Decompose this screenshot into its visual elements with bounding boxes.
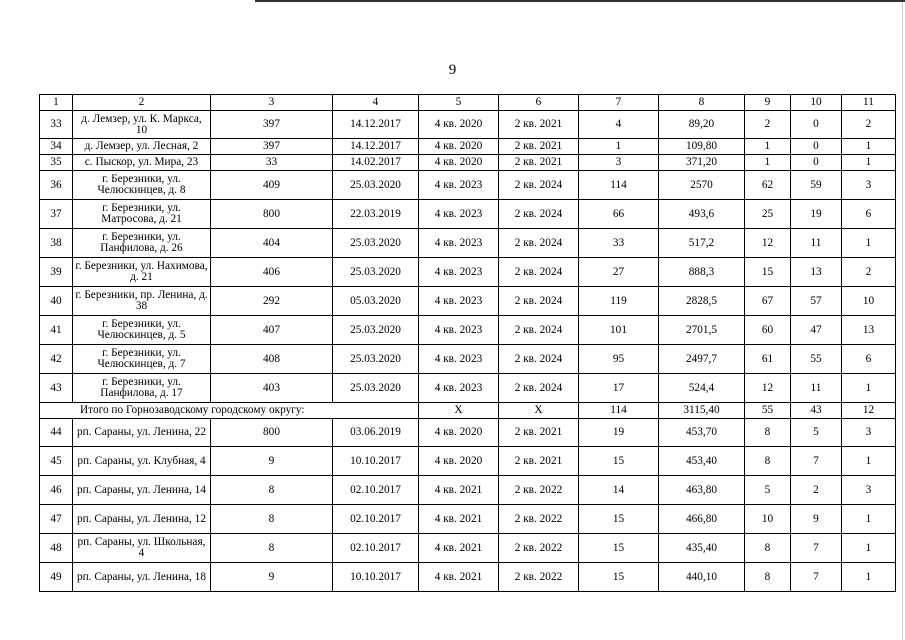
table-cell: рп. Сараны, ул. Ленина, 18 — [73, 563, 211, 592]
table-cell: 25.03.2020 — [333, 374, 419, 403]
table-cell: 55 — [791, 345, 842, 374]
table-cell: 6 — [499, 95, 579, 111]
table-cell: 4 кв. 2023 — [419, 345, 499, 374]
table-cell: 11 — [791, 229, 842, 258]
table-cell: 4 кв. 2021 — [419, 563, 499, 592]
table-cell: 95 — [579, 345, 659, 374]
table-cell: 48 — [40, 534, 73, 563]
table-cell: 36 — [40, 171, 73, 200]
table-cell: 4 кв. 2020 — [419, 139, 499, 155]
table-cell: 15 — [579, 534, 659, 563]
table-cell: 15 — [579, 447, 659, 476]
table-cell: 38 — [40, 229, 73, 258]
table-row — [40, 505, 896, 534]
table-cell: 2 кв. 2022 — [499, 534, 579, 563]
table-cell: 2 кв. 2024 — [499, 287, 579, 316]
table-cell: 25 — [745, 200, 791, 229]
table-cell: 13 — [842, 316, 896, 345]
table-cell: 1 — [842, 447, 896, 476]
table-cell: г. Березники, ул. Челюскинцев, д. 7 — [73, 345, 211, 374]
table-cell: 371,20 — [659, 155, 745, 171]
table-cell: 4 кв. 2023 — [419, 287, 499, 316]
table-cell: 2 — [745, 111, 791, 139]
housing-table — [39, 94, 896, 592]
table-cell: 9 — [745, 95, 791, 111]
table-cell: 2 — [842, 111, 896, 139]
table-cell: 12 — [842, 403, 896, 419]
table-cell: 5 — [791, 419, 842, 447]
table-cell: 8 — [211, 534, 333, 563]
table-cell: 407 — [211, 316, 333, 345]
table-cell: 14.02.2017 — [333, 155, 419, 171]
table-cell: 2 кв. 2022 — [499, 476, 579, 505]
right-edge — [902, 2, 903, 640]
table-cell: 1 — [842, 229, 896, 258]
table-cell: 2 кв. 2024 — [499, 229, 579, 258]
table-cell: рп. Сараны, ул. Школьная, 4 — [73, 534, 211, 563]
table-cell: 453,40 — [659, 447, 745, 476]
table-cell: 49 — [40, 563, 73, 592]
table-row — [40, 258, 896, 287]
table-cell: 9 — [211, 447, 333, 476]
table-cell: 39 — [40, 258, 73, 287]
table-cell: 57 — [791, 287, 842, 316]
table-row — [40, 476, 896, 505]
table-cell: 33 — [579, 229, 659, 258]
table-cell: г. Березники, пр. Ленина, д. 38 — [73, 287, 211, 316]
table-cell: 4 кв. 2023 — [419, 171, 499, 200]
table-cell: 59 — [791, 171, 842, 200]
table-cell: 1 — [842, 534, 896, 563]
header-row — [40, 95, 896, 111]
table-cell: 463,80 — [659, 476, 745, 505]
table-cell: 60 — [745, 316, 791, 345]
table-cell: 4 кв. 2020 — [419, 155, 499, 171]
table-cell: 8 — [211, 505, 333, 534]
table-cell: X — [419, 403, 499, 419]
total-row — [40, 403, 896, 419]
table-cell: 800 — [211, 419, 333, 447]
table-cell: 44 — [40, 419, 73, 447]
table-cell: 10.10.2017 — [333, 563, 419, 592]
table-cell: рп. Сараны, ул. Клубная, 4 — [73, 447, 211, 476]
table-cell: 43 — [791, 403, 842, 419]
table-cell: 10 — [842, 287, 896, 316]
table-row — [40, 229, 896, 258]
table-cell: 40 — [40, 287, 73, 316]
table-cell: 1 — [842, 139, 896, 155]
table-cell: 25.03.2020 — [333, 229, 419, 258]
table-cell: 35 — [40, 155, 73, 171]
table-cell: 800 — [211, 200, 333, 229]
table-cell: 4 кв. 2020 — [419, 447, 499, 476]
table-cell: г. Березники, ул. Челюскинцев, д. 8 — [73, 171, 211, 200]
table-cell: 1 — [842, 155, 896, 171]
table-cell: 4 кв. 2023 — [419, 258, 499, 287]
table-cell: 888,3 — [659, 258, 745, 287]
table-cell: 4 кв. 2021 — [419, 534, 499, 563]
table-cell: 05.03.2020 — [333, 287, 419, 316]
table-cell: 55 — [745, 403, 791, 419]
table-cell: 14.12.2017 — [333, 111, 419, 139]
table-cell: г. Березники, ул. Матросова, д. 21 — [73, 200, 211, 229]
table-cell: 6 — [842, 345, 896, 374]
table-cell: 2 кв. 2024 — [499, 345, 579, 374]
table-cell: 2 кв. 2022 — [499, 505, 579, 534]
table-cell: 2 — [73, 95, 211, 111]
table-cell: 02.10.2017 — [333, 476, 419, 505]
table-cell: 89,20 — [659, 111, 745, 139]
table-cell: 2 кв. 2021 — [499, 419, 579, 447]
table-cell: 1 — [579, 139, 659, 155]
table-cell: 47 — [40, 505, 73, 534]
top-rule — [255, 0, 905, 2]
table-cell: 7 — [579, 95, 659, 111]
table-cell: 43 — [40, 374, 73, 403]
table-row — [40, 316, 896, 345]
table-cell: 0 — [791, 155, 842, 171]
table-cell: 34 — [40, 139, 73, 155]
table-row — [40, 374, 896, 403]
table-cell: 406 — [211, 258, 333, 287]
table-cell: 4 — [579, 111, 659, 139]
table-cell: 466,80 — [659, 505, 745, 534]
table-cell: 42 — [40, 345, 73, 374]
table-cell: 4 кв. 2021 — [419, 476, 499, 505]
table-cell: 15 — [579, 563, 659, 592]
table-cell: 46 — [40, 476, 73, 505]
table-cell: 62 — [745, 171, 791, 200]
table-cell: 408 — [211, 345, 333, 374]
table-cell: 33 — [211, 155, 333, 171]
table-cell: д. Лемзер, ул. К. Маркса, 10 — [73, 111, 211, 139]
table-cell: 2497,7 — [659, 345, 745, 374]
table-cell: 2701,5 — [659, 316, 745, 345]
table-cell: рп. Сараны, ул. Ленина, 12 — [73, 505, 211, 534]
table-cell: 4 кв. 2023 — [419, 316, 499, 345]
table-cell: 7 — [791, 563, 842, 592]
table-cell: 292 — [211, 287, 333, 316]
table-cell: 114 — [579, 403, 659, 419]
table-cell: 12 — [745, 229, 791, 258]
table-cell: 2 кв. 2024 — [499, 171, 579, 200]
table-cell: 0 — [791, 139, 842, 155]
table-cell: 2 кв. 2021 — [499, 155, 579, 171]
table-cell: 4 кв. 2023 — [419, 229, 499, 258]
table-row — [40, 287, 896, 316]
table-cell: 19 — [791, 200, 842, 229]
table-cell: 19 — [579, 419, 659, 447]
table-cell: 10 — [745, 505, 791, 534]
table-cell: 2 кв. 2024 — [499, 316, 579, 345]
table-cell: 0 — [791, 111, 842, 139]
table-cell: г. Березники, ул. Панфилова, д. 26 — [73, 229, 211, 258]
table-cell: 409 — [211, 171, 333, 200]
table-cell: 02.10.2017 — [333, 505, 419, 534]
table-cell: 02.10.2017 — [333, 534, 419, 563]
table-cell: 4 кв. 2023 — [419, 374, 499, 403]
table-cell: 11 — [842, 95, 896, 111]
table-cell: 8 — [745, 447, 791, 476]
table-cell: 493,6 — [659, 200, 745, 229]
table-cell: 4 кв. 2020 — [419, 419, 499, 447]
table-cell: 8 — [659, 95, 745, 111]
table-cell: 1 — [745, 155, 791, 171]
table-cell: 25.03.2020 — [333, 345, 419, 374]
table-cell: 5 — [419, 95, 499, 111]
table-cell: 4 кв. 2020 — [419, 111, 499, 139]
table-row — [40, 111, 896, 139]
table-cell: 61 — [745, 345, 791, 374]
table-cell: 22.03.2019 — [333, 200, 419, 229]
table-row — [40, 419, 896, 447]
table-row — [40, 200, 896, 229]
table-cell: 14.12.2017 — [333, 139, 419, 155]
table-cell: д. Лемзер, ул. Лесная, 2 — [73, 139, 211, 155]
table-cell: 2 кв. 2024 — [499, 374, 579, 403]
table-cell: 8 — [745, 563, 791, 592]
table-cell: 33 — [40, 111, 73, 139]
table-cell: 10.10.2017 — [333, 447, 419, 476]
page-number: 9 — [448, 62, 457, 78]
table-row — [40, 155, 896, 171]
table-cell: 2 кв. 2021 — [499, 111, 579, 139]
table-cell: 8 — [745, 419, 791, 447]
table-cell: 2570 — [659, 171, 745, 200]
table-cell: 1 — [745, 139, 791, 155]
table-cell: 41 — [40, 316, 73, 345]
table-cell: рп. Сараны, ул. Ленина, 14 — [73, 476, 211, 505]
table-row — [40, 447, 896, 476]
table-cell: 12 — [745, 374, 791, 403]
table-cell: 3 — [842, 476, 896, 505]
table-cell: 2 кв. 2021 — [499, 139, 579, 155]
table-cell: 25.03.2020 — [333, 258, 419, 287]
table-cell: 47 — [791, 316, 842, 345]
table-cell: 453,70 — [659, 419, 745, 447]
table-cell: 10 — [791, 95, 842, 111]
table-cell: г. Березники, ул. Панфилова, д. 17 — [73, 374, 211, 403]
table-cell: 27 — [579, 258, 659, 287]
table-cell: 3 — [211, 95, 333, 111]
table-cell: 3 — [579, 155, 659, 171]
table-cell: 524,4 — [659, 374, 745, 403]
table-cell: 03.06.2019 — [333, 419, 419, 447]
table-cell: 4 — [333, 95, 419, 111]
table-row — [40, 534, 896, 563]
table-cell: 1 — [842, 374, 896, 403]
table-cell: рп. Сараны, ул. Ленина, 22 — [73, 419, 211, 447]
table-cell: 3 — [842, 171, 896, 200]
table-cell: 3 — [842, 419, 896, 447]
table-row — [40, 345, 896, 374]
table-cell: 66 — [579, 200, 659, 229]
table-cell: 37 — [40, 200, 73, 229]
table-cell: 7 — [791, 447, 842, 476]
table-cell: 25.03.2020 — [333, 171, 419, 200]
table-cell: 119 — [579, 287, 659, 316]
table-cell: 1 — [842, 563, 896, 592]
table-cell: 15 — [745, 258, 791, 287]
table-cell: 440,10 — [659, 563, 745, 592]
table-cell: 114 — [579, 171, 659, 200]
table-cell: 1 — [842, 505, 896, 534]
table-cell: 3115,40 — [659, 403, 745, 419]
table-cell: 397 — [211, 139, 333, 155]
table-cell: 8 — [745, 534, 791, 563]
table-cell: 5 — [745, 476, 791, 505]
table-cell: 14 — [579, 476, 659, 505]
table-cell: 9 — [791, 505, 842, 534]
table-cell: 8 — [211, 476, 333, 505]
table-cell: 11 — [791, 374, 842, 403]
table-cell: 109,80 — [659, 139, 745, 155]
table-cell: 45 — [40, 447, 73, 476]
table-cell: 2828,5 — [659, 287, 745, 316]
table-cell: 403 — [211, 374, 333, 403]
table-cell: 101 — [579, 316, 659, 345]
table-cell: 517,2 — [659, 229, 745, 258]
table-cell: с. Пыскор, ул. Мира, 23 — [73, 155, 211, 171]
table-cell: 2 кв. 2022 — [499, 563, 579, 592]
table-cell: 397 — [211, 111, 333, 139]
table-row — [40, 563, 896, 592]
table-cell: 2 кв. 2024 — [499, 200, 579, 229]
table-cell: 1 — [40, 95, 73, 111]
table-cell: 2 кв. 2024 — [499, 258, 579, 287]
table-cell: 4 кв. 2023 — [419, 200, 499, 229]
table-row — [40, 139, 896, 155]
table-cell: 2 кв. 2021 — [499, 447, 579, 476]
table-cell: 6 — [842, 200, 896, 229]
table-cell: 25.03.2020 — [333, 316, 419, 345]
table-cell: 2 — [791, 476, 842, 505]
table-cell: г. Березники, ул. Нахимова, д. 21 — [73, 258, 211, 287]
table-cell: Итого по Горнозаводскому городскому округу: — [40, 403, 419, 419]
table-cell: 4 кв. 2021 — [419, 505, 499, 534]
table-cell: 9 — [211, 563, 333, 592]
table-cell: 435,40 — [659, 534, 745, 563]
table-cell: г. Березники, ул. Челюскинцев, д. 5 — [73, 316, 211, 345]
table-cell: 15 — [579, 505, 659, 534]
table-cell: 17 — [579, 374, 659, 403]
table-cell: 7 — [791, 534, 842, 563]
table-row — [40, 171, 896, 200]
table-cell: 2 — [842, 258, 896, 287]
table-cell: X — [499, 403, 579, 419]
table-cell: 67 — [745, 287, 791, 316]
table-cell: 13 — [791, 258, 842, 287]
table-cell: 404 — [211, 229, 333, 258]
